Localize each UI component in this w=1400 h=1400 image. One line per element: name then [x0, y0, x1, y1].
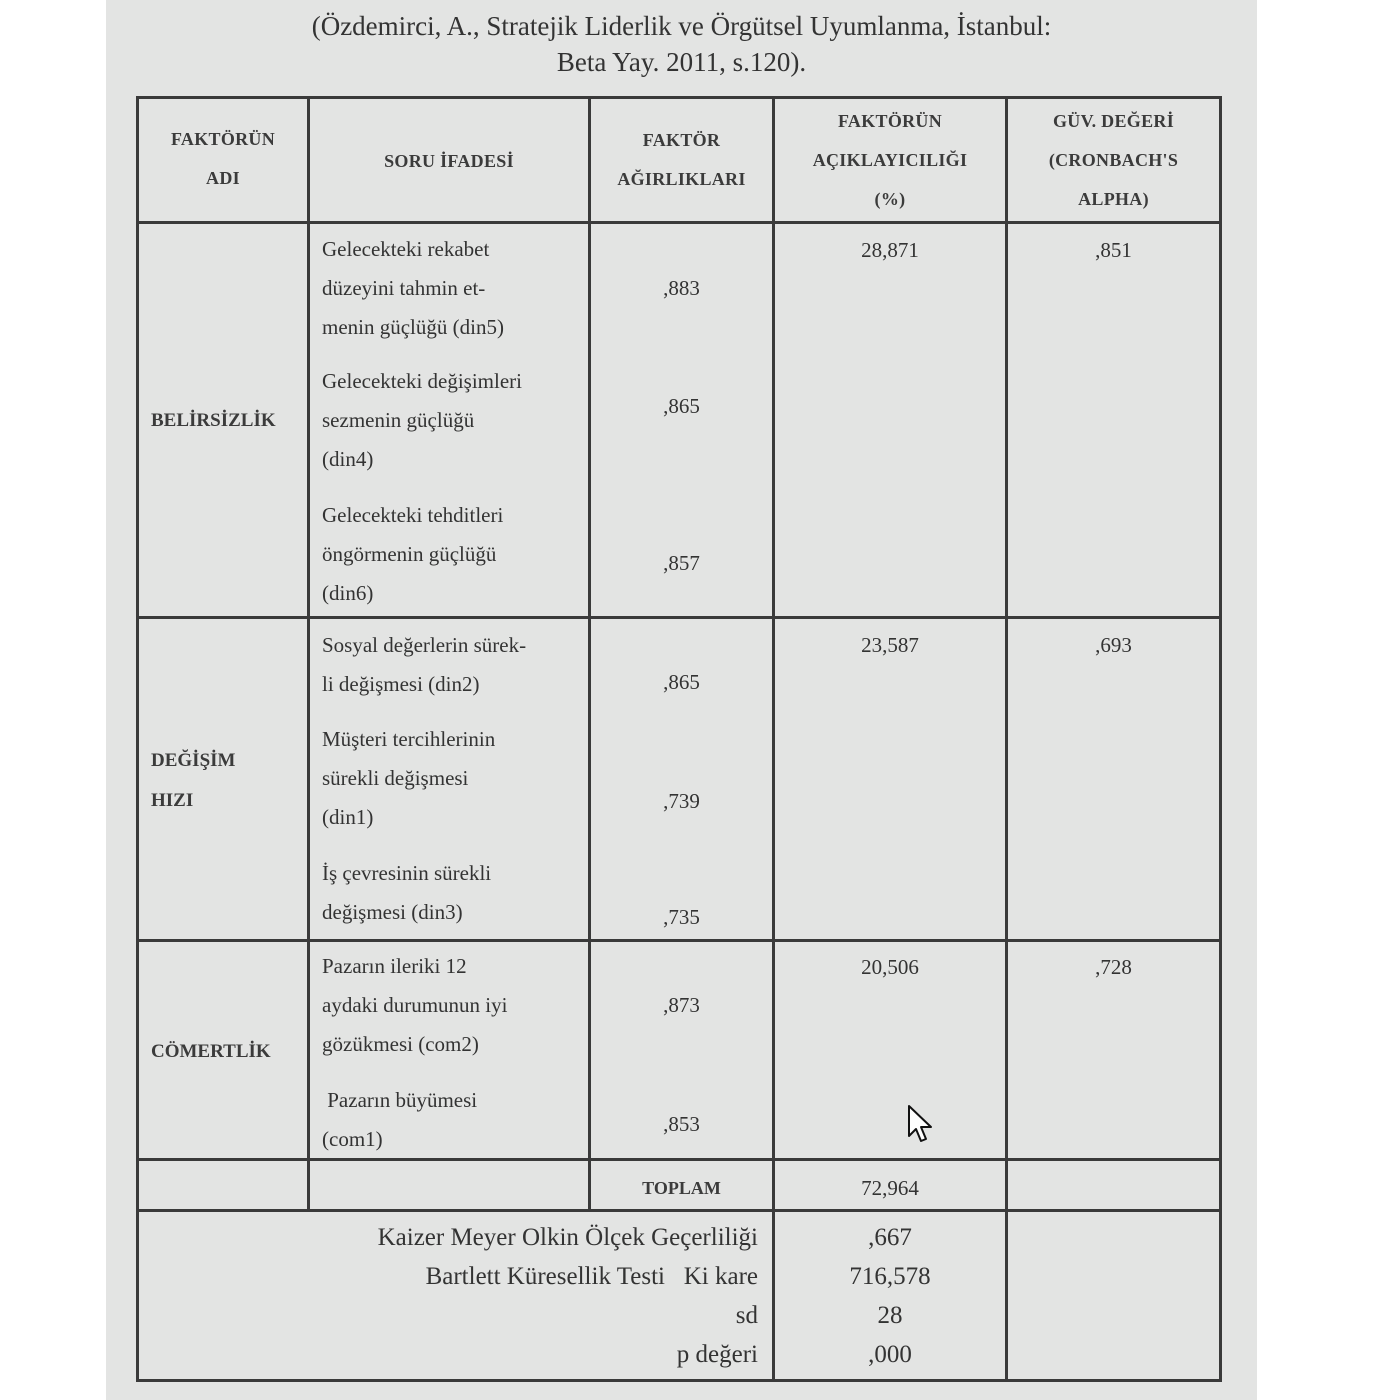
- table-rule: [136, 616, 1222, 619]
- citation-line-2: Beta Yay. 2011, s.120).: [556, 47, 807, 77]
- factor-analysis-table: [136, 96, 1222, 1382]
- citation-line-1: (Özdemirci, A., Stratejik Liderlik ve Örgütsel Uyumlanma, İstanbul:: [311, 11, 1052, 41]
- total-label: TOPLAM: [642, 1178, 721, 1198]
- mouse-pointer-icon: [906, 1104, 936, 1148]
- table-rule: [588, 96, 591, 1212]
- table-rule: [307, 96, 310, 1212]
- table-rule: [136, 1158, 1222, 1161]
- total-value: 72,964: [861, 1176, 919, 1200]
- table-rule: [136, 221, 1222, 224]
- header-factor-name: FAKTÖRÜN ADI: [170, 129, 276, 188]
- factor-weight: ,873: [663, 993, 700, 1017]
- header-explanatory: FAKTÖRÜN AÇIKLAYICILIĞI (%): [812, 111, 968, 209]
- explained-variance: 23,587: [861, 633, 919, 657]
- question-item: Müşteri tercihlerinin sürekli değişmesi (din1): [322, 727, 496, 829]
- citation: [106, 8, 1257, 80]
- stats-labels: Kaizer Meyer Olkin Ölçek Geçerliliği Bartlett Küresellik Testi Ki kare sd p değeri: [377, 1224, 758, 1368]
- question-item: İş çevresinin sürekli değişmesi (din3): [322, 861, 492, 924]
- table-rule: [1219, 96, 1222, 1382]
- cronbach-alpha: ,851: [1095, 238, 1132, 262]
- header-reliability: GÜV. DEĞERİ (CRONBACH'S ALPHA): [1048, 111, 1179, 209]
- factor-name-comertlik: CÖMERTLİK: [151, 1041, 271, 1062]
- factor-weight: ,735: [663, 905, 700, 929]
- table-rule: [136, 96, 1222, 99]
- header-question: SORU İFADESİ: [384, 151, 514, 171]
- question-item: Gelecekteki tehditleri öngörmenin güçlüğü (din6): [322, 503, 504, 605]
- factor-weight: ,739: [663, 789, 700, 813]
- explained-variance: 20,506: [861, 955, 919, 979]
- question-item: Gelecekteki rekabet düzeyini tahmin et- menin güçlüğü (din5): [322, 237, 504, 339]
- stats-values: ,667 716,578 28 ,000: [849, 1224, 931, 1368]
- cronbach-alpha: ,728: [1095, 955, 1132, 979]
- question-item: Pazarın büyümesi (com1): [322, 1088, 478, 1151]
- factor-weight: ,865: [663, 394, 700, 418]
- factor-name-degisim-hizi: DEĞİŞİM HIZI: [151, 750, 236, 811]
- question-item: Sosyal değerlerin sürek- li değişmesi (din2): [322, 633, 527, 696]
- factor-weight: ,865: [663, 670, 700, 694]
- question-item: Pazarın ileriki 12 aydaki durumunun iyi gözükmesi (com2): [322, 954, 508, 1056]
- question-item: Gelecekteki değişimleri sezmenin güçlüğü (din4): [322, 369, 523, 471]
- factor-weight: ,857: [663, 551, 700, 575]
- table-rule: [1005, 96, 1008, 1382]
- cronbach-alpha: ,693: [1095, 633, 1132, 657]
- factor-name-belirsizlik: BELİRSİZLİK: [151, 410, 276, 431]
- table-rule: [136, 939, 1222, 942]
- factor-weight: ,853: [663, 1112, 700, 1136]
- table-rule: [136, 1379, 1222, 1382]
- header-weights: FAKTÖR AĞIRLIKLARI: [617, 130, 746, 189]
- table-rule: [136, 1209, 1222, 1212]
- table-rule: [136, 96, 139, 1382]
- explained-variance: 28,871: [861, 238, 919, 262]
- factor-weight: ,883: [663, 276, 700, 300]
